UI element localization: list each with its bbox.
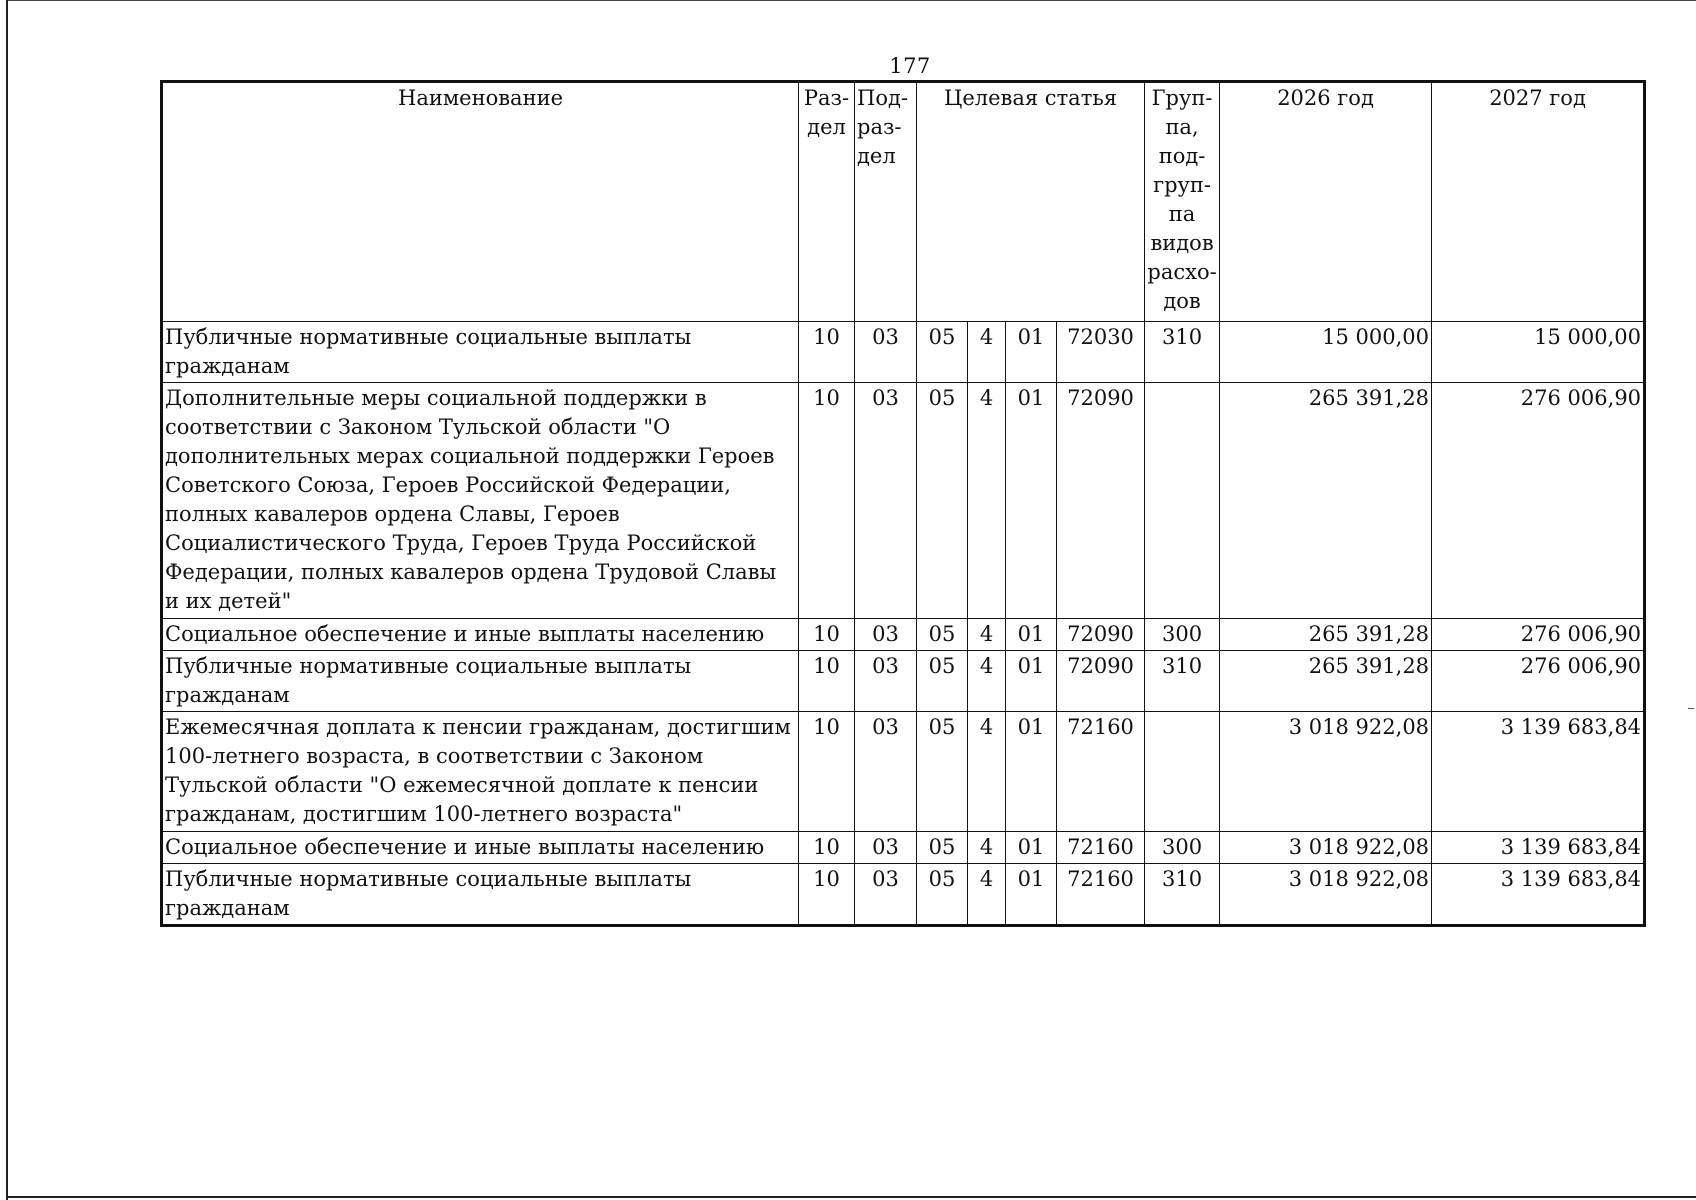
row-name: Дополнительные меры социальной поддержки в соответствии с Законом Тульской области "О дополнительных мерах социальной поддержки Героев Советского Союза, Героев Российской Федерации, полных кавалеров ордена Славы, Героев Социалистического Труда, Героев Труда Российской Федерации, полных кавалеров ордена Трудовой Славы и их детей" — [162, 383, 799, 619]
row-podrazdel: 03 — [855, 864, 917, 926]
row-name: Публичные нормативные социальные выплаты гражданам — [162, 651, 799, 712]
row-name: Социальное обеспечение и иные выплаты населению — [162, 619, 799, 651]
row-expense-group: 310 — [1145, 322, 1220, 383]
row-target-program: 05 — [917, 712, 968, 832]
row-amount-2027: 3 139 683,84 — [1432, 712, 1645, 832]
row-podrazdel: 03 — [855, 832, 917, 864]
header-target-article: Целевая статья — [917, 82, 1145, 322]
header-expense-group: Груп- па, под- груп- па видов расхо- дов — [1145, 82, 1220, 322]
table-row — [162, 651, 1645, 712]
row-target-complex: 01 — [1006, 864, 1057, 926]
row-razdel: 10 — [799, 322, 855, 383]
row-amount-2026: 3 018 922,08 — [1220, 832, 1432, 864]
row-podrazdel: 03 — [855, 322, 917, 383]
row-expense-group: 310 — [1145, 864, 1220, 926]
row-amount-2026: 265 391,28 — [1220, 383, 1432, 619]
row-target-program: 05 — [917, 322, 968, 383]
row-amount-2026: 265 391,28 — [1220, 619, 1432, 651]
row-target-direction: 72030 — [1057, 322, 1145, 383]
header-year-2026: 2026 год — [1220, 82, 1432, 322]
row-target-direction: 72160 — [1057, 832, 1145, 864]
row-expense-group — [1145, 712, 1220, 832]
row-target-direction: 72090 — [1057, 383, 1145, 619]
row-target-complex: 01 — [1006, 832, 1057, 864]
row-expense-group: 300 — [1145, 619, 1220, 651]
header-year-2027: 2027 год — [1432, 82, 1645, 322]
table-header-row — [162, 82, 1645, 322]
row-target-program: 05 — [917, 619, 968, 651]
row-target-type: 4 — [968, 864, 1006, 926]
table-row — [162, 383, 1645, 619]
row-expense-group: 310 — [1145, 651, 1220, 712]
row-razdel: 10 — [799, 651, 855, 712]
row-amount-2026: 15 000,00 — [1220, 322, 1432, 383]
row-target-direction: 72090 — [1057, 619, 1145, 651]
row-target-program: 05 — [917, 651, 968, 712]
scan-border-top — [6, 0, 1696, 1]
page-number: 177 — [889, 54, 931, 78]
header-name: Наименование — [162, 82, 799, 322]
row-target-program: 05 — [917, 383, 968, 619]
row-podrazdel: 03 — [855, 651, 917, 712]
row-amount-2026: 3 018 922,08 — [1220, 864, 1432, 926]
row-name: Публичные нормативные социальные выплаты гражданам — [162, 322, 799, 383]
row-target-program: 05 — [917, 864, 968, 926]
row-razdel: 10 — [799, 619, 855, 651]
row-podrazdel: 03 — [855, 383, 917, 619]
row-razdel: 10 — [799, 864, 855, 926]
scan-border-bottom — [6, 1196, 1696, 1198]
table-row — [162, 712, 1645, 832]
table-row — [162, 619, 1645, 651]
row-name: Ежемесячная доплата к пенсии гражданам, достигшим 100-летнего возраста, в соответствии с Законом Тульской области "О ежемесячной доплате к пенсии гражданам, достигшим 100-летнего возраста" — [162, 712, 799, 832]
header-razdel: Раз- дел — [799, 82, 855, 322]
row-target-type: 4 — [968, 322, 1006, 383]
row-target-type: 4 — [968, 832, 1006, 864]
row-target-direction: 72160 — [1057, 864, 1145, 926]
table-row — [162, 832, 1645, 864]
row-target-type: 4 — [968, 383, 1006, 619]
row-target-direction: 72090 — [1057, 651, 1145, 712]
row-expense-group: 300 — [1145, 832, 1220, 864]
table-row — [162, 322, 1645, 383]
table-row — [162, 864, 1645, 926]
row-target-complex: 01 — [1006, 712, 1057, 832]
row-amount-2027: 3 139 683,84 — [1432, 832, 1645, 864]
scan-border-left — [6, 0, 8, 1200]
margin-mark — [1688, 708, 1694, 709]
row-razdel: 10 — [799, 383, 855, 619]
row-podrazdel: 03 — [855, 712, 917, 832]
row-razdel: 10 — [799, 832, 855, 864]
row-target-complex: 01 — [1006, 383, 1057, 619]
row-name: Публичные нормативные социальные выплаты гражданам — [162, 864, 799, 926]
header-podrazdel: Под- раз- дел — [855, 82, 917, 322]
row-amount-2027: 276 006,90 — [1432, 383, 1645, 619]
row-razdel: 10 — [799, 712, 855, 832]
row-target-type: 4 — [968, 619, 1006, 651]
budget-table — [160, 80, 1646, 927]
row-target-program: 05 — [917, 832, 968, 864]
row-target-type: 4 — [968, 651, 1006, 712]
row-amount-2027: 15 000,00 — [1432, 322, 1645, 383]
row-amount-2026: 265 391,28 — [1220, 651, 1432, 712]
row-target-complex: 01 — [1006, 651, 1057, 712]
row-target-complex: 01 — [1006, 619, 1057, 651]
row-podrazdel: 03 — [855, 619, 917, 651]
row-name: Социальное обеспечение и иные выплаты населению — [162, 832, 799, 864]
row-amount-2027: 3 139 683,84 — [1432, 864, 1645, 926]
row-amount-2026: 3 018 922,08 — [1220, 712, 1432, 832]
row-target-direction: 72160 — [1057, 712, 1145, 832]
row-target-complex: 01 — [1006, 322, 1057, 383]
row-expense-group — [1145, 383, 1220, 619]
row-target-type: 4 — [968, 712, 1006, 832]
row-amount-2027: 276 006,90 — [1432, 619, 1645, 651]
row-amount-2027: 276 006,90 — [1432, 651, 1645, 712]
